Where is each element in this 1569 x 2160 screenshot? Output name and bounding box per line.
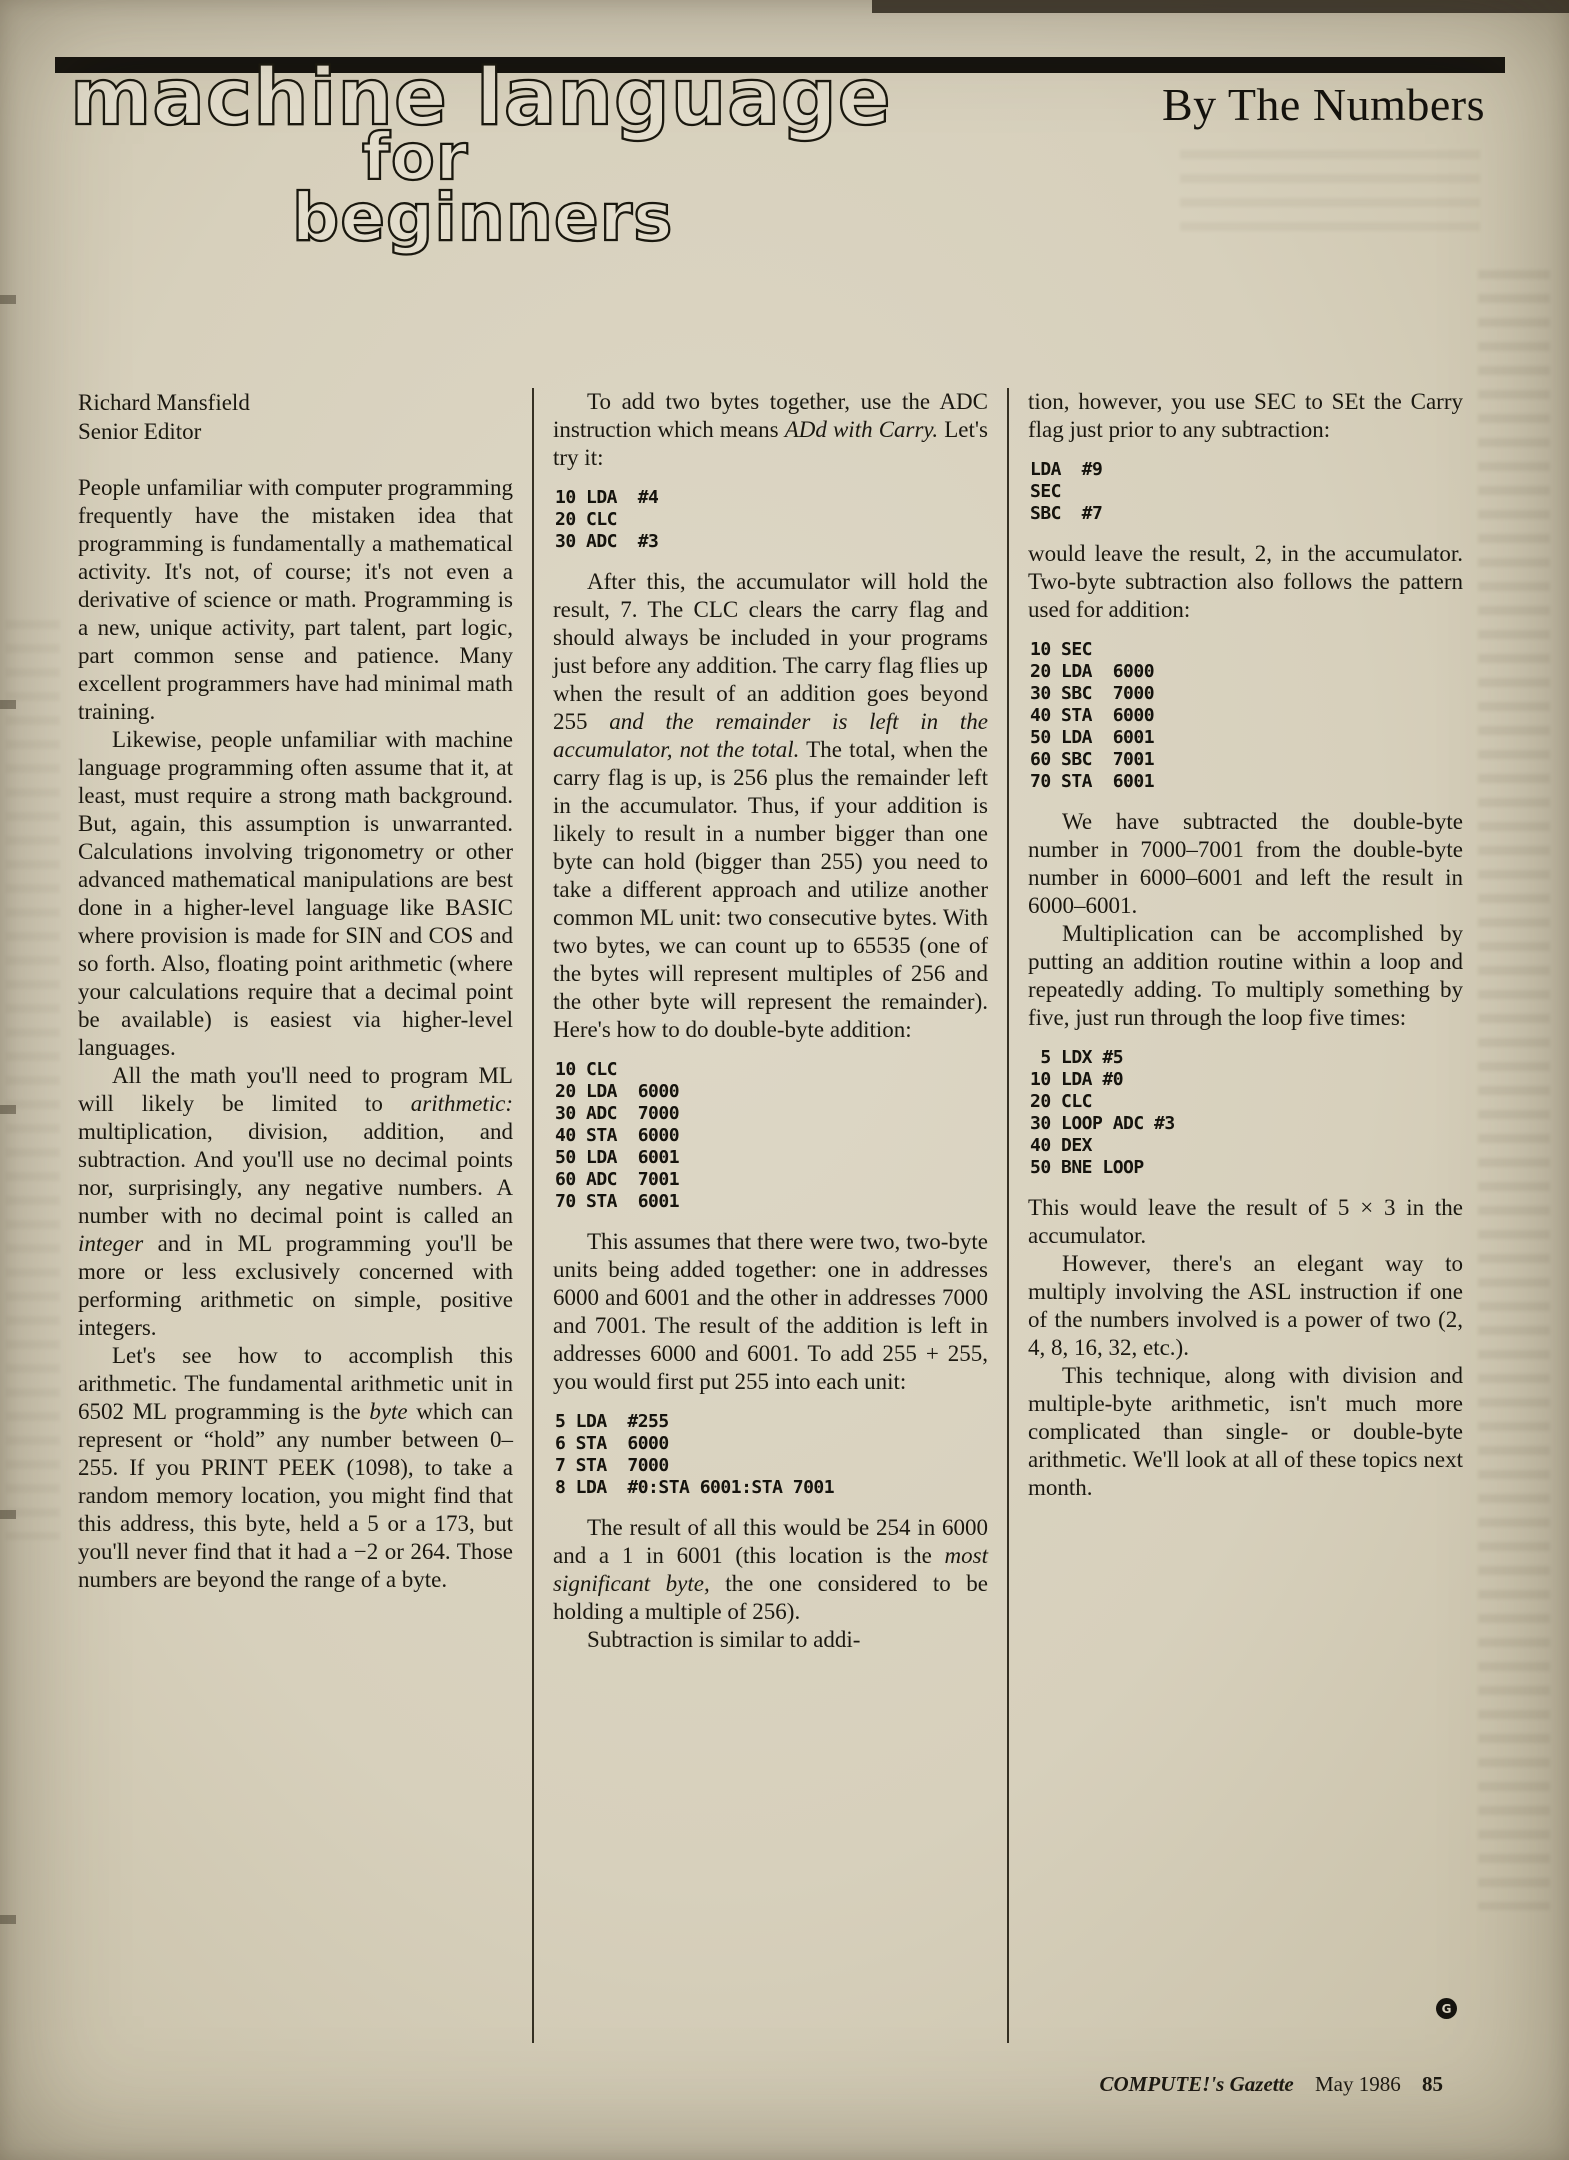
column-divider <box>1007 388 1009 2043</box>
body-text: We have subtracted the double-byte number in 7000–7001 from the double-byte number in 6000–6001 and left the result in 6000–6001. <box>1028 809 1463 918</box>
article-paragraph <box>78 1062 513 1342</box>
code-line: 20 LDA 6000 <box>1030 661 1155 682</box>
column-divider <box>532 388 534 2043</box>
body-text: Likewise, people unfamiliar with machine language programming often assume that it, at least, must require a strong math background. But, again, this assumption is unwarranted. Calculations involving trigonometry or other advanced mathematical manipulations are best done in a higher-level language like BASIC where provision is made for SIN and COS and so forth. Also, floating point arithmetic (where your calculations require that a decimal point be available) is easiest via higher-level languages. <box>78 727 513 1060</box>
byline-line: Senior Editor <box>78 419 202 444</box>
emphasized-text: byte <box>369 1399 408 1424</box>
code-line: 40 DEX <box>1030 1135 1093 1156</box>
scan-edge-tick <box>0 295 16 304</box>
code-line: LDA #9 <box>1030 459 1103 480</box>
code-line: 60 SBC 7001 <box>1030 749 1155 770</box>
code-line: 10 SEC <box>1030 639 1093 660</box>
article-paragraph <box>78 1342 513 1594</box>
article-body <box>78 388 1463 2043</box>
code-line: 7 STA 7000 <box>555 1455 669 1476</box>
article-paragraph <box>1028 1362 1463 1502</box>
article-paragraph <box>553 388 988 472</box>
magazine-logo <box>70 53 892 256</box>
body-text: This would leave the result of 5 × 3 in the accumulator. <box>1028 1195 1463 1248</box>
scan-edge-tick <box>0 1510 16 1519</box>
column-title: By The Numbers <box>1161 79 1485 130</box>
body-text: would leave the result, 2, in the accumulator. Two-byte subtraction also follows the pattern used for addition: <box>1028 541 1463 622</box>
article-paragraph <box>1028 1250 1463 1362</box>
issue-date: May 1986 <box>1315 2072 1401 2096</box>
article-paragraph <box>1028 1194 1463 1250</box>
code-listing <box>555 1411 988 1499</box>
body-text: To add two bytes together, use the ADC instruction which means <box>553 389 988 442</box>
code-line: 10 LDA #4 <box>555 487 659 508</box>
emphasized-text: and the remainder is left in the accumulator, not the total. <box>553 709 988 762</box>
code-line: 20 LDA 6000 <box>555 1081 680 1102</box>
scan-edge-tick <box>0 700 16 709</box>
code-line: 50 LDA 6001 <box>1030 727 1155 748</box>
body-text: However, there's an elegant way to multiply involving the ASL instruction if one of the numbers involved is a power of two (2, 4, 8, 16, 32, etc.). <box>1028 1251 1463 1360</box>
byline <box>78 388 513 446</box>
body-text: The result of all this would be 254 in 6000 and a 1 in 6001 (this location is the <box>553 1515 988 1568</box>
code-line: 50 LDA 6001 <box>555 1147 680 1168</box>
code-line: 20 CLC <box>1030 1091 1093 1112</box>
body-text: Let's try it: <box>553 417 988 470</box>
code-listing <box>555 1059 988 1213</box>
scan-edge-tick <box>0 1915 16 1924</box>
code-line: 60 ADC 7001 <box>555 1169 680 1190</box>
article-paragraph <box>78 726 513 1062</box>
code-line: 40 STA 6000 <box>555 1125 680 1146</box>
code-line: 5 LDX #5 <box>1030 1047 1124 1068</box>
page-number: 85 <box>1422 2072 1443 2096</box>
code-line: 40 STA 6000 <box>1030 705 1155 726</box>
scan-edge-mark <box>872 0 1569 13</box>
body-text: This assumes that there were two, two-byte units being added together: one in addresses 6000 and 6001 and the other in addresses 7000 and 7001. The result of the addition is left in addresses 6000 and 6001. To add 255 + 255, you would first put 255 into each unit: <box>553 1229 988 1394</box>
scan-edge-tick <box>0 1105 16 1114</box>
body-text: After this, the accumulator will hold the result, 7. The CLC clears the carry flag and should always be included in your programs just before any addition. The carry flag flies up when the result of an addition goes beyond 255 <box>553 569 988 734</box>
logo-line-for: for <box>362 121 469 195</box>
code-listing <box>1030 639 1463 793</box>
body-text: Multiplication can be accomplished by putting an addition routine within a loop and repeatedly adding. To multiply something by five, just run through the loop five times: <box>1028 921 1463 1030</box>
body-text: the one considered to be holding a multiple of 256). <box>553 1571 988 1624</box>
article-paragraph <box>1028 808 1463 920</box>
scan-showthrough <box>6 620 60 1540</box>
scan-showthrough <box>1478 270 1550 1910</box>
code-line: 70 STA 6001 <box>1030 771 1155 792</box>
code-line: 10 CLC <box>555 1059 618 1080</box>
emphasized-text: arithmetic: <box>410 1091 513 1116</box>
magazine-name: COMPUTE!'s Gazette <box>1099 2072 1294 2096</box>
end-of-article-marker: G <box>1436 1998 1457 2019</box>
article-paragraph <box>553 1514 988 1626</box>
body-text: People unfamiliar with computer programming frequently have the mistaken idea that programming is fundamentally a mathematical activity. It's not, of course; it's not even a derivative of science or math. Programming is a new, unique activity, part talent, part logic, part common sense and patience. Many excellent programmers have had minimal math training. <box>78 475 513 724</box>
body-text: Subtraction is similar to addi- <box>587 1627 861 1652</box>
code-line: 30 ADC #3 <box>555 531 659 552</box>
body-text: which can represent or “hold” any number between 0–255. If you PRINT PEEK (1098), to take a random memory location, you might find that this address, this byte, held a 5 or a 173, but you'll never find that it had a −2 or 264. Those numbers are beyond the range of a byte. <box>78 1399 513 1592</box>
article-paragraph <box>1028 388 1463 444</box>
body-text: All the math you'll need to program ML will likely be limited to <box>78 1063 513 1116</box>
body-text: This technique, along with division and multiple-byte arithmetic, isn't much more complicated than single- or double-byte arithmetic. We'll look at all of these topics next month. <box>1028 1363 1463 1500</box>
code-line: SBC #7 <box>1030 503 1103 524</box>
logo-line-machine-language: machine language <box>70 53 892 143</box>
code-line: 50 BNE LOOP <box>1030 1157 1144 1178</box>
body-text: multiplication, division, addition, and subtraction. And you'll use no decimal points nor, surprisingly, any negative numbers. A number with no decimal point is called an <box>78 1119 513 1228</box>
code-line: 30 ADC 7000 <box>555 1103 680 1124</box>
article-paragraph <box>553 1228 988 1396</box>
article-paragraph <box>1028 540 1463 624</box>
code-listing <box>1030 1047 1463 1179</box>
code-line: 20 CLC <box>555 509 618 530</box>
article-paragraph <box>553 1626 988 1654</box>
code-line: 70 STA 6001 <box>555 1191 680 1212</box>
body-text: Let's see how to accomplish this arithmetic. The fundamental arithmetic unit in 6502 ML programming is the <box>78 1343 513 1424</box>
logo-line-beginners: beginners <box>292 179 674 256</box>
body-text: tion, however, you use SEC to SEt the Carry flag just prior to any subtraction: <box>1028 389 1463 442</box>
code-listing <box>1030 459 1463 525</box>
code-line: 30 SBC 7000 <box>1030 683 1155 704</box>
article-paragraph <box>1028 920 1463 1032</box>
page-footer <box>1100 2072 1444 2097</box>
column-2 <box>553 388 988 2043</box>
code-line: 5 LDA #255 <box>555 1411 669 1432</box>
column-1 <box>78 388 513 2043</box>
article-paragraph <box>553 568 988 1044</box>
emphasized-text: integer <box>78 1231 144 1256</box>
emphasized-text: ADd with Carry. <box>784 417 939 442</box>
code-line: 30 LOOP ADC #3 <box>1030 1113 1175 1134</box>
code-line: SEC <box>1030 481 1062 502</box>
byline-line: Richard Mansfield <box>78 390 250 415</box>
code-listing <box>555 487 988 553</box>
emphasized-text: most significant byte, <box>553 1543 988 1596</box>
code-line: 8 LDA #0:STA 6001:STA 7001 <box>555 1477 835 1498</box>
article-paragraph <box>78 474 513 726</box>
column-3 <box>1028 388 1463 2043</box>
scan-showthrough <box>1180 150 1480 240</box>
code-line: 10 LDA #0 <box>1030 1069 1124 1090</box>
body-text: and in ML programming you'll be more or less exclusively concerned with performing arithmetic on simple, positive integers. <box>78 1231 513 1340</box>
body-text: The total, when the carry flag is up, is 256 plus the remainder left in the accumulator. Thus, if your addition is likely to result in a number bigger than one byte can hold (bigger than 255) you need to take a different approach and utilize another common ML unit: two consecutive bytes. With two bytes, we can count up to 65535 (one of the bytes will represent multiples of 256 and the other byte will represent the remainder). Here's how to do double-byte addition: <box>553 737 988 1042</box>
code-line: 6 STA 6000 <box>555 1433 669 1454</box>
